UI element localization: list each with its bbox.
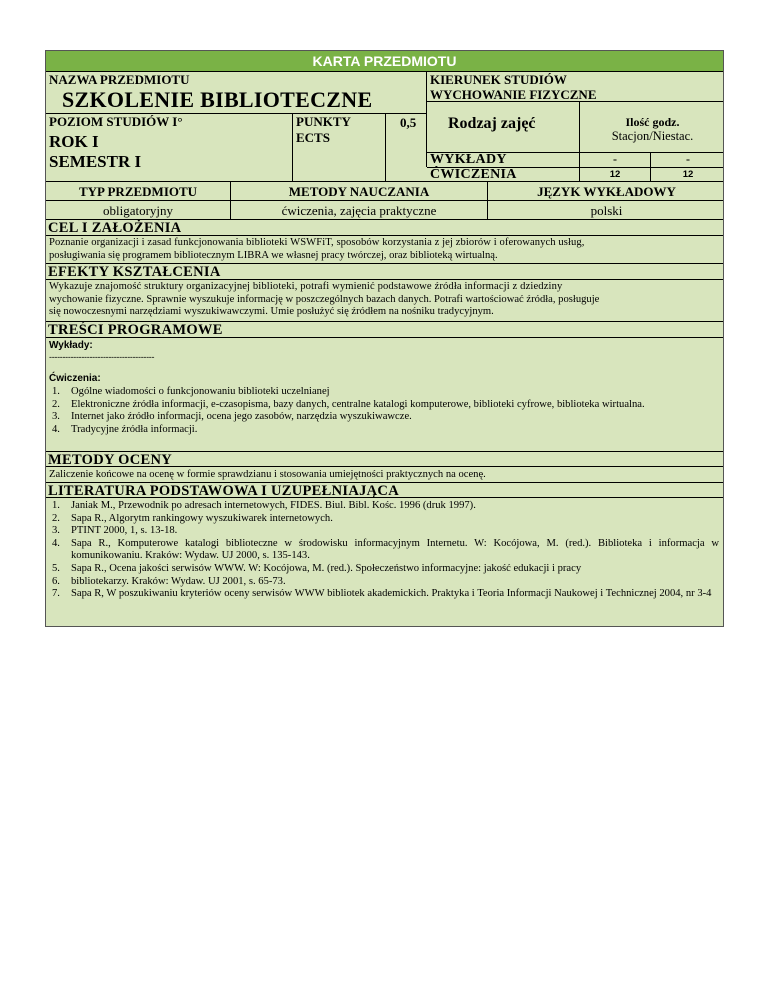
list-item: 4. Sapa R., Komputerowe katalogi biblioteczne w środowisku informacyjnym Internetu. W: Kocójowa, M. (red.). Biblioteka i informacja w komunikowaniu. Kraków: Wydaw. UJ 2000, s. 135-143. (52, 537, 719, 562)
outcomes-line: Wykazuje znajomość struktury organizacyjnej biblioteki, potrafi wymienić podstawowe źródła informacji z dziedziny (49, 281, 563, 292)
assessment-title: METODY OCENY (48, 452, 173, 468)
ects-label: PUNKTY (296, 114, 351, 129)
goals-line: posługiwania się programem bibliotecznym LIBRA we własnej pracy twórczej, oraz biblioteką wirtualną. (49, 249, 498, 261)
year-value: ROK I (49, 132, 99, 151)
list-item: 7. Sapa R, W poszukiwaniu kryteriów oceny serwisów WWW bibliotek akademickich. Praktyka i Teoria Informacji Naukowej i Technicznej 2004, nr 3-4 (52, 588, 712, 600)
goals-title: CEL I ZAŁOŻENIA (48, 220, 182, 236)
divider (385, 113, 386, 181)
course-name-value: SZKOLENIE BIBLIOTECZNE (62, 87, 373, 112)
hours-label: Ilość godz. (625, 115, 680, 129)
divider (46, 200, 723, 201)
divider (46, 181, 723, 182)
ects-label-2: ECTS (296, 130, 330, 145)
stationary-label: Stacjon/Niestac. (611, 129, 694, 143)
lectures-label: WYKŁADY (430, 152, 507, 167)
list-item: 5. Sapa R., Ocena jakości serwisów WWW. W: Kocójowa, M. (red.). Społeczeństwo informacyjne: jakość edukacji i pracy (52, 562, 582, 574)
assessment-text: Zaliczenie końcowe na ocenę w formie sprawdzianu i stosowania umiejętności praktycznych na ocenę. (49, 469, 486, 480)
exercises-list (46, 386, 719, 436)
list-item: 4. Tradycyjne źródła informacji. (52, 423, 198, 435)
list-item: 3. Internet jako źródło informacji, ocena jego zasobów, narzędzia wyszukiwawcze. (52, 411, 412, 423)
literature-title: LITERATURA PODSTAWOWA I UZUPEŁNIAJĄCA (48, 483, 399, 499)
list-item: 2. Elektroniczne źródła informacji, e-czasopisma, bazy danych, centralne katalogi komputerowe, biblioteki cyfrowe, biblioteka wirtualna. (52, 398, 645, 410)
teaching-methods-label: METODY NAUCZANIA (288, 184, 430, 199)
lectures-extramural-hours: - (686, 152, 690, 166)
lectures-stationary-hours: - (613, 152, 617, 166)
course-type-value: obligatoryjny (102, 203, 174, 218)
field-of-study-value: WYCHOWANIE FIZYCZNE (430, 87, 597, 102)
card-header: KARTA PRZEDMIOTU (46, 51, 723, 71)
language-value: polski (590, 203, 623, 218)
teaching-methods-value: ćwiczenia, zajęcia praktyczne (281, 203, 437, 218)
exercises-heading: Ćwiczenia: (49, 373, 101, 384)
list-item: 6. bibliotekarzy. Kraków: Wydaw. UJ 2001, s. 65-73. (52, 575, 286, 587)
outcomes-title: EFEKTY KSZTAŁCENIA (48, 264, 221, 280)
outcomes-text (49, 281, 719, 319)
program-content-title: TREŚCI PROGRAMOWE (48, 322, 223, 338)
exercises-stationary-hours: 12 (609, 169, 621, 180)
lectures-dashes: --------------------------------------- (49, 352, 155, 362)
semester-value: SEMESTR I (49, 152, 142, 171)
list-item: 3. PTINT 2000, 1, s. 13-18. (52, 525, 178, 537)
study-level-label: POZIOM STUDIÓW I° (49, 114, 183, 129)
literature-list (46, 500, 719, 601)
ects-value: 0,5 (400, 115, 417, 130)
list-item: 1. Janiak M., Przewodnik po adresach internetowych, FIDES. Biul. Bibl. Kośc. 1996 (druk 1997). (52, 500, 476, 511)
course-type-label: TYP PRZEDMIOTU (78, 184, 198, 199)
outcomes-line: się nowoczesnymi narzędziami wyszukiwawczymi. Umie posłużyć się źródłem na nośniku tradycyjnym. (49, 306, 494, 317)
course-card (45, 50, 724, 627)
exercises-label: ĆWICZENIA (430, 167, 517, 182)
divider (292, 113, 293, 181)
class-type-label: Rodzaj zajęć (448, 115, 536, 132)
outcomes-line: wychowanie fizyczne. Sprawnie wyszukuje informację w poszczególnych bazach danych. Potrafi wartościować źródła, posługuje (49, 293, 600, 305)
list-item: 2. Sapa R., Algorytm rankingowy wyszukiwarek internetowych. (52, 512, 333, 524)
exercises-extramural-hours: 12 (682, 169, 694, 180)
language-label: JĘZYK WYKŁADOWY (537, 184, 676, 199)
course-name-label: NAZWA PRZEDMIOTU (49, 72, 190, 87)
goals-line: Poznanie organizacji i zasad funkcjonowania biblioteki WSWFiT, sposobów korzystania z jej zbiorów i oferowanych usług, (49, 237, 585, 248)
field-of-study-label: KIERUNEK STUDIÓW (430, 72, 567, 87)
goals-text (49, 237, 719, 262)
list-item: 1. Ogólne wiadomości o funkcjonowaniu biblioteki uczelnianej (52, 386, 330, 397)
lectures-heading: Wykłady: (49, 340, 93, 351)
